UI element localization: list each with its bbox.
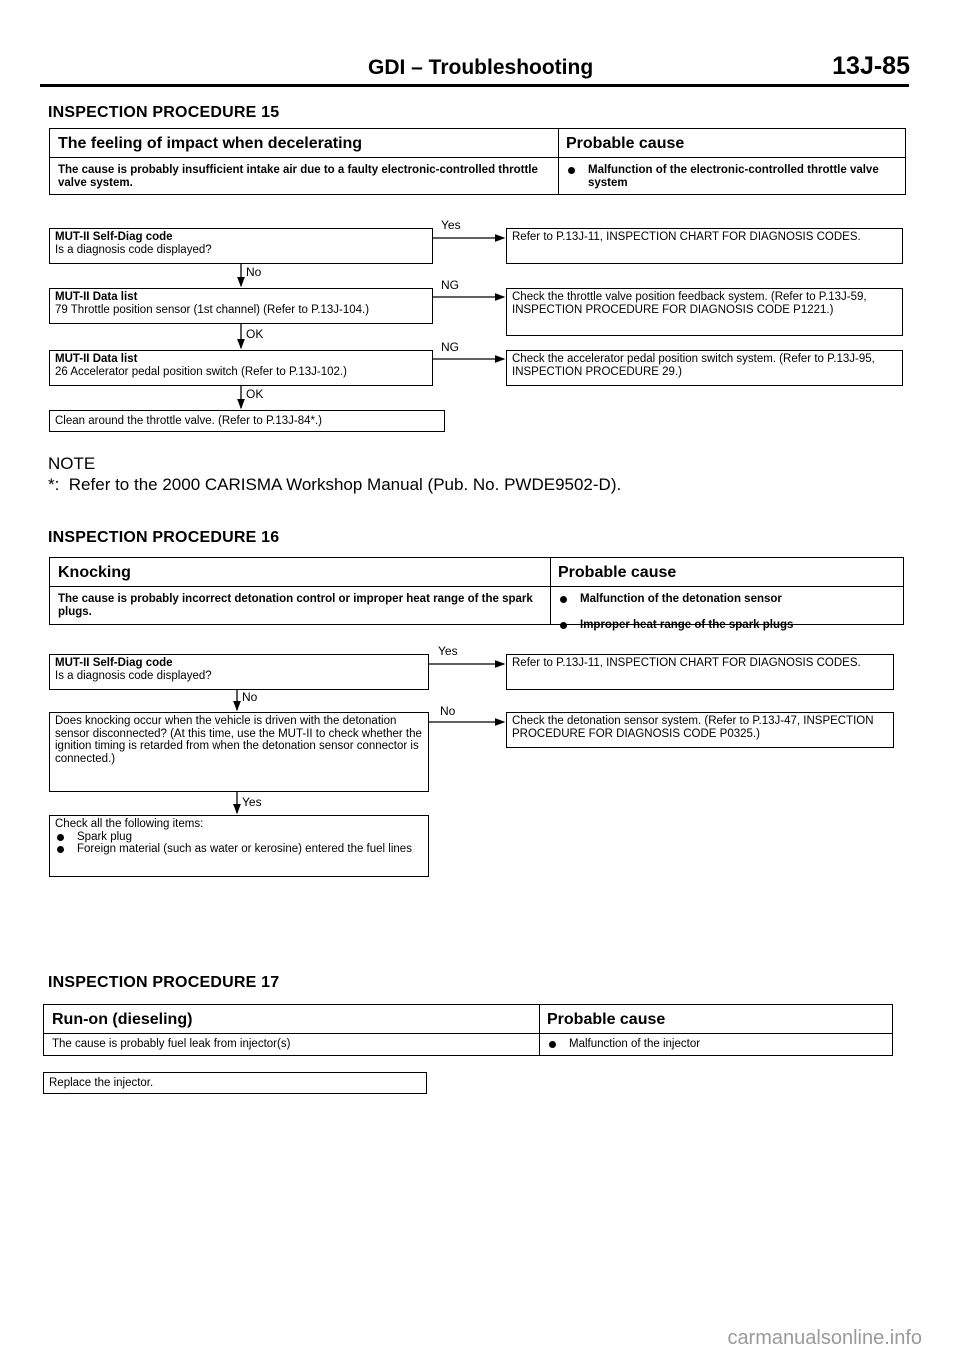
proc17-symptom-text: The cause is probably fuel leak from injector(s): [52, 1038, 291, 1050]
step-text: 79 Throttle position sensor (1st channel) (Refer to P.13J-104.): [55, 303, 370, 316]
watermark: carmanualsonline.info: [727, 1327, 922, 1349]
step-text: Is a diagnosis code displayed?: [55, 243, 212, 256]
target-text: Refer to P.13J-11, INSPECTION CHART FOR DIAGNOSIS CODES.: [512, 657, 861, 669]
page-header-title: GDI – Troubleshooting: [368, 56, 594, 79]
page-number: 13J-85: [832, 52, 910, 80]
proc16-symptom-header: Knocking: [58, 564, 131, 581]
proc16-symptom-text: The cause is probably incorrect detonation control or improper heat range of the spark plugs.: [58, 593, 533, 618]
step-text: Does knocking occur when the vehicle is driven with the detonation sensor disconnected? (At this time, use the MUT-II to check whether the ignition timing is retarded from when the detonation sensor connector is connected.): [55, 715, 422, 765]
proc17-symptom-header: Run-on (dieseling): [52, 1011, 193, 1028]
proc16-cause-item: Improper heat range of the spark plugs: [558, 619, 910, 632]
step-title: MUT-II Data list: [55, 291, 138, 303]
flow-label-yes: Yes: [242, 795, 262, 809]
step-text: 26 Accelerator pedal position switch (Refer to P.13J-102.): [55, 365, 347, 378]
flow-label-ng: NG: [441, 278, 459, 292]
note-text: *: Refer to the 2000 CARISMA Workshop Manual (Pub. No. PWDE9502-D).: [48, 475, 622, 494]
flow-label-no: No: [242, 690, 258, 704]
target-text: Check the throttle valve position feedback system. (Refer to P.13J-59, INSPECTION PROCEDURE FOR DIAGNOSIS CODE P1221.): [512, 291, 867, 316]
step-title: MUT-II Self-Diag code: [55, 657, 173, 669]
proc17-cause-header: Probable cause: [547, 1011, 666, 1028]
final-text: Replace the injector.: [49, 1077, 154, 1089]
proc15-cause-item: Malfunction of the electronic-controlled throttle valve system: [566, 164, 908, 190]
flow-label-no: No: [246, 265, 262, 279]
note-label: NOTE: [48, 454, 96, 473]
final-text: Clean around the throttle valve. (Refer to P.13J-84*.): [55, 415, 322, 427]
proc16-cause-item: Malfunction of the detonation sensor: [558, 593, 910, 606]
step-title: MUT-II Data list: [55, 353, 138, 365]
final-item: Spark plug: [55, 831, 423, 844]
proc15-cause-header: Probable cause: [566, 135, 685, 152]
flow-label-ok: OK: [246, 327, 264, 341]
proc15-symptom-header: The feeling of impact when decelerating: [58, 135, 363, 152]
flow-label-yes: Yes: [441, 218, 461, 232]
proc15-title: INSPECTION PROCEDURE 15: [48, 104, 280, 121]
target-text: Refer to P.13J-11, INSPECTION CHART FOR DIAGNOSIS CODES.: [512, 231, 861, 243]
flow-label-yes: Yes: [438, 644, 458, 658]
step-text: Is a diagnosis code displayed?: [55, 669, 212, 682]
target-text: Check the accelerator pedal position switch system. (Refer to P.13J-95, INSPECTION PROCEDURE 29.): [512, 353, 875, 378]
proc16-title: INSPECTION PROCEDURE 16: [48, 529, 280, 546]
flow-label-no: No: [440, 704, 456, 718]
final-item: Foreign material (such as water or kerosine) entered the fuel lines: [55, 843, 423, 856]
proc15-symptom-text: The cause is probably insufficient intake air due to a faulty electronic-controlled throttle valve system.: [58, 164, 538, 189]
proc17-title: INSPECTION PROCEDURE 17: [48, 974, 280, 991]
target-text: Check the detonation sensor system. (Refer to P.13J-47, INSPECTION PROCEDURE FOR DIAGNOSIS CODE P0325.): [512, 715, 874, 740]
proc16-cause-header: Probable cause: [558, 564, 677, 581]
flow-label-ng: NG: [441, 340, 459, 354]
step-title: MUT-II Self-Diag code: [55, 231, 173, 243]
flow-label-ok: OK: [246, 387, 264, 401]
final-heading: Check all the following items:: [55, 818, 204, 830]
proc17-cause-item: Malfunction of the injector: [547, 1038, 899, 1051]
